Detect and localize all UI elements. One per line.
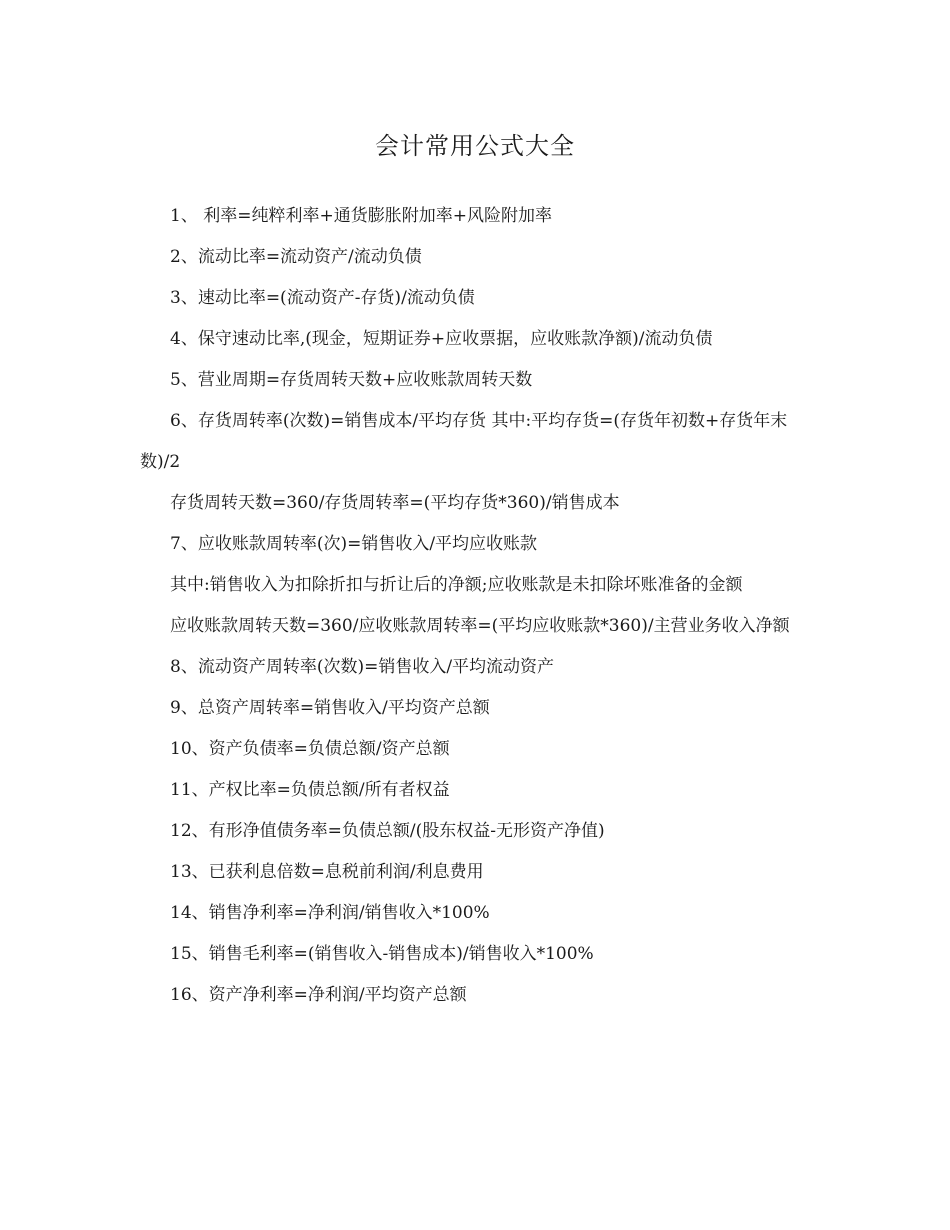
formula-item-3: 3、速动比率=(流动资产-存货)/流动负债 bbox=[170, 288, 475, 308]
formula-item-14: 14、销售净利率=净利润/销售收入*100% bbox=[170, 903, 490, 923]
formula-item-7-days: 应收账款周转天数=360/应收账款周转率=(平均应收账款*360)/主营业务收入净额 bbox=[170, 616, 790, 636]
formula-item-13: 13、已获利息倍数=息税前利润/利息费用 bbox=[170, 862, 484, 882]
formula-item-9: 9、总资产周转率=销售收入/平均资产总额 bbox=[170, 698, 490, 718]
formula-item-15: 15、销售毛利率=(销售收入-销售成本)/销售收入*100% bbox=[170, 944, 594, 964]
formula-item-4: 4、保守速动比率,(现金，短期证券+应收票据，应收账款净额)/流动负债 bbox=[170, 329, 713, 349]
formula-item-8: 8、流动资产周转率(次数)=销售收入/平均流动资产 bbox=[170, 657, 555, 677]
formula-item-7: 7、应收账款周转率(次)=销售收入/平均应收账款 bbox=[170, 534, 538, 554]
formula-item-11: 11、产权比率=负债总额/所有者权益 bbox=[170, 780, 450, 800]
formula-item-10: 10、资产负债率=负债总额/资产总额 bbox=[170, 739, 450, 759]
document-title: 会计常用公式大全 bbox=[375, 132, 575, 160]
formula-item-16: 16、资产净利率=净利润/平均资产总额 bbox=[170, 985, 467, 1005]
formula-list bbox=[140, 196, 810, 1016]
formula-item-5: 5、营业周期=存货周转天数+应收账款周转天数 bbox=[170, 370, 533, 390]
formula-item-6-days: 存货周转天数=360/存货周转率=(平均存货*360)/销售成本 bbox=[170, 493, 620, 513]
formula-item-2: 2、流动比率=流动资产/流动负债 bbox=[170, 247, 422, 267]
formula-item-6: 6、存货周转率(次数)=销售成本/平均存货 其中:平均存货=(存货年初数+存货年末数)/2 bbox=[140, 411, 788, 472]
formula-item-12: 12、有形净值债务率=负债总额/(股东权益-无形资产净值) bbox=[170, 821, 605, 841]
formula-item-7-note: 其中:销售收入为扣除折扣与折让后的净额;应收账款是未扣除坏账准备的金额 bbox=[170, 575, 743, 595]
formula-item-1: 1、 利率=纯粹利率+通货膨胀附加率+风险附加率 bbox=[170, 206, 552, 226]
